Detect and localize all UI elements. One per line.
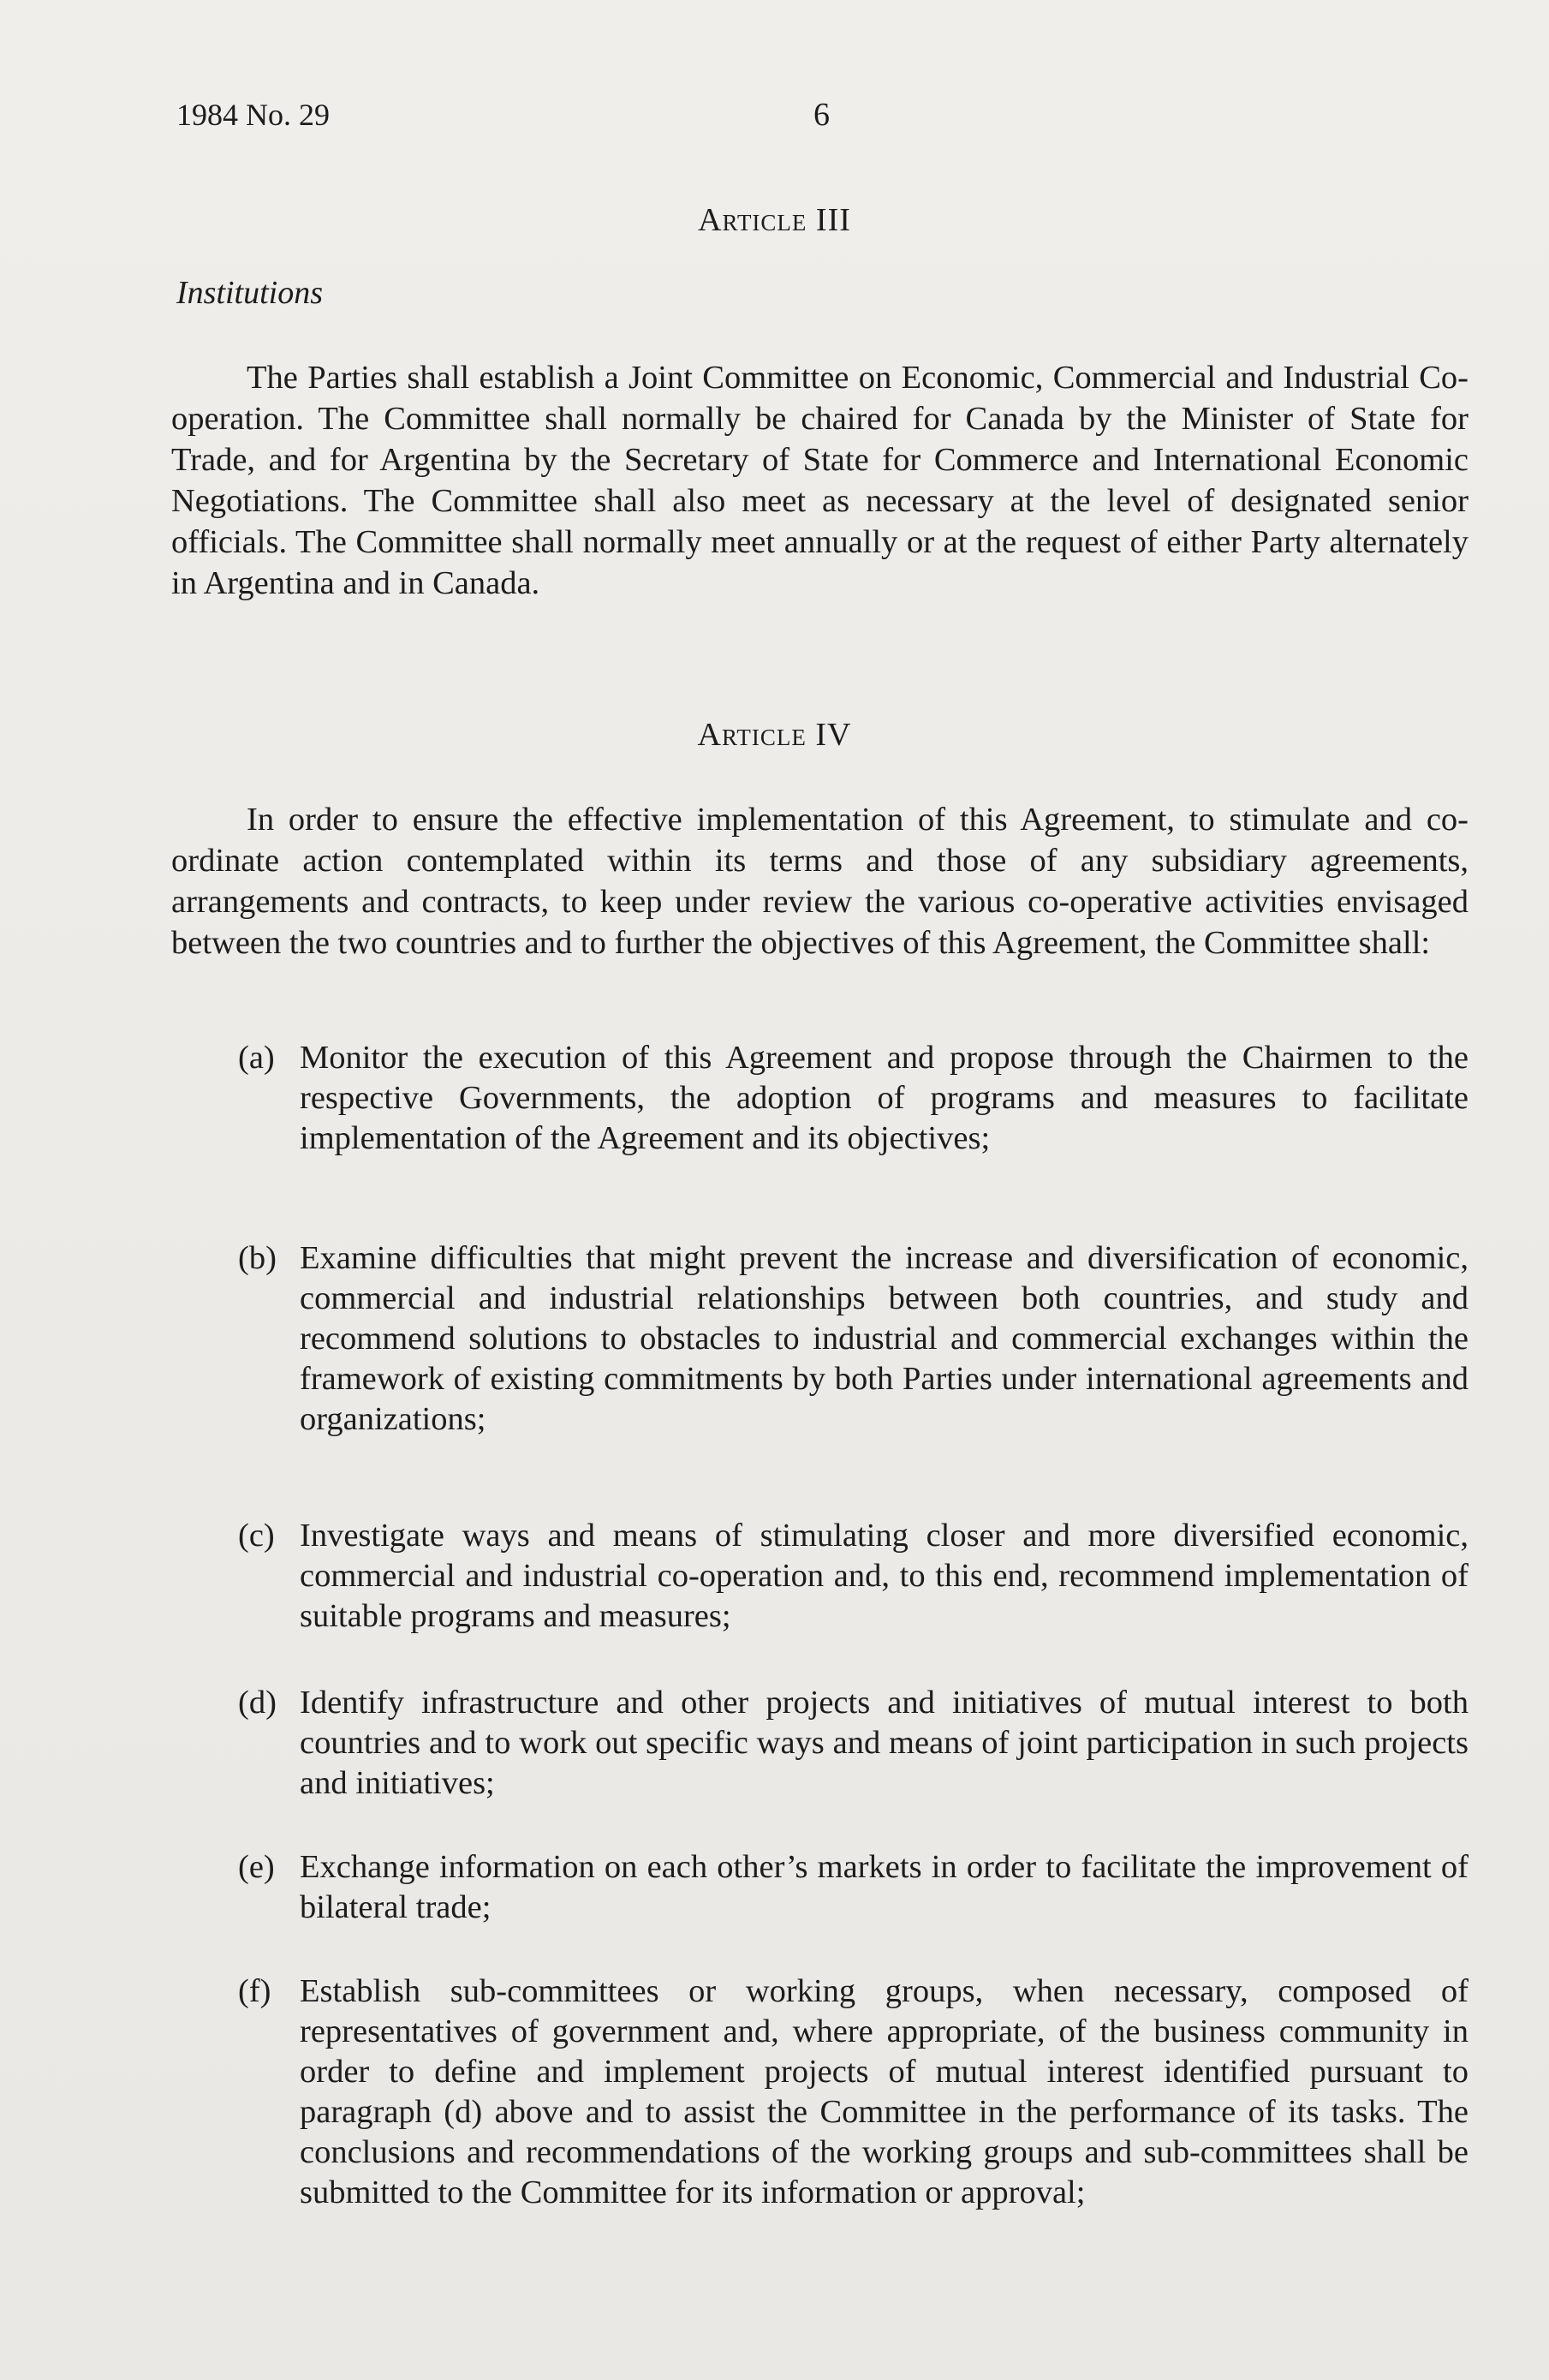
list-item-marker: (b) <box>238 1240 277 1276</box>
article-4-title: Article IV <box>697 717 852 753</box>
list-item-text: Establish sub-committees or working groups, when necessary, composed of representatives of government and, where appropriate, of the business community in order to define and implement projects of mutual interest identified pursuant to paragraph (d) above and to assist the Committee in the performance of its tasks. The conclusions and recommendations of the working groups and sub-committees shall be submitted to the Committee for its information or approval; <box>300 1973 1469 2210</box>
page-number: 6 <box>813 97 830 133</box>
article-3-title: Article III <box>698 202 851 238</box>
list-item-text: Monitor the execution of this Agreement and propose through the Chairmen to the respective Governments, the adoption of programs and measures to facilitate implementation of the Agreement and its objectives; <box>300 1040 1469 1156</box>
list-item-text: Examine difficulties that might prevent the increase and diversification of economic, commercial and industrial relationships between both countries, and study and recommend solutions to obstacles to industrial and commercial exchanges within the framework of existing commitments by both Parties under international agreements and organizations; <box>300 1240 1469 1437</box>
section-heading-institutions: Institutions <box>176 275 324 311</box>
list-item-marker: (a) <box>238 1040 275 1076</box>
list-item-marker: (f) <box>238 1973 271 2009</box>
article-3-paragraph: The Parties shall establish a Joint Committee on Economic, Commercial and Industrial Co-operation. The Committee shall normally be chaired for Canada by the Minister of State for Trade, and for Argentina by the Secretary of State for Commerce and International Economic Negotiations. The Committee shall also meet as necessary at the level of designated senior officials. The Committee shall normally meet annually or at the request of either Party alternately in Argentina and in Canada. <box>171 360 1469 601</box>
list-item-marker: (d) <box>238 1685 277 1721</box>
article-4-intro: In order to ensure the effective implementation of this Agreement, to stimulate and co-ordinate action contemplated within its terms and those of any subsidiary agreements, arrangements and contracts, to keep under review the various co-operative activities envisaged between the two countries and to further the objectives of this Agreement, the Committee shall: <box>171 802 1469 961</box>
list-item-text: Exchange information on each other’s markets in order to facilitate the improvement of bilateral trade; <box>300 1849 1469 1925</box>
list-item-text: Investigate ways and means of stimulating closer and more diversified economic, commercial and industrial co-operation and, to this end, recommend implementation of suitable programs and measures; <box>300 1518 1469 1634</box>
list-item-text: Identify infrastructure and other projects and initiatives of mutual interest to both countries and to work out specific ways and means of joint participation in such projects and initiatives; <box>300 1685 1469 1801</box>
list-item-marker: (e) <box>238 1849 275 1885</box>
list-item-marker: (c) <box>238 1518 275 1554</box>
running-head: 1984 No. 29 <box>176 98 330 132</box>
